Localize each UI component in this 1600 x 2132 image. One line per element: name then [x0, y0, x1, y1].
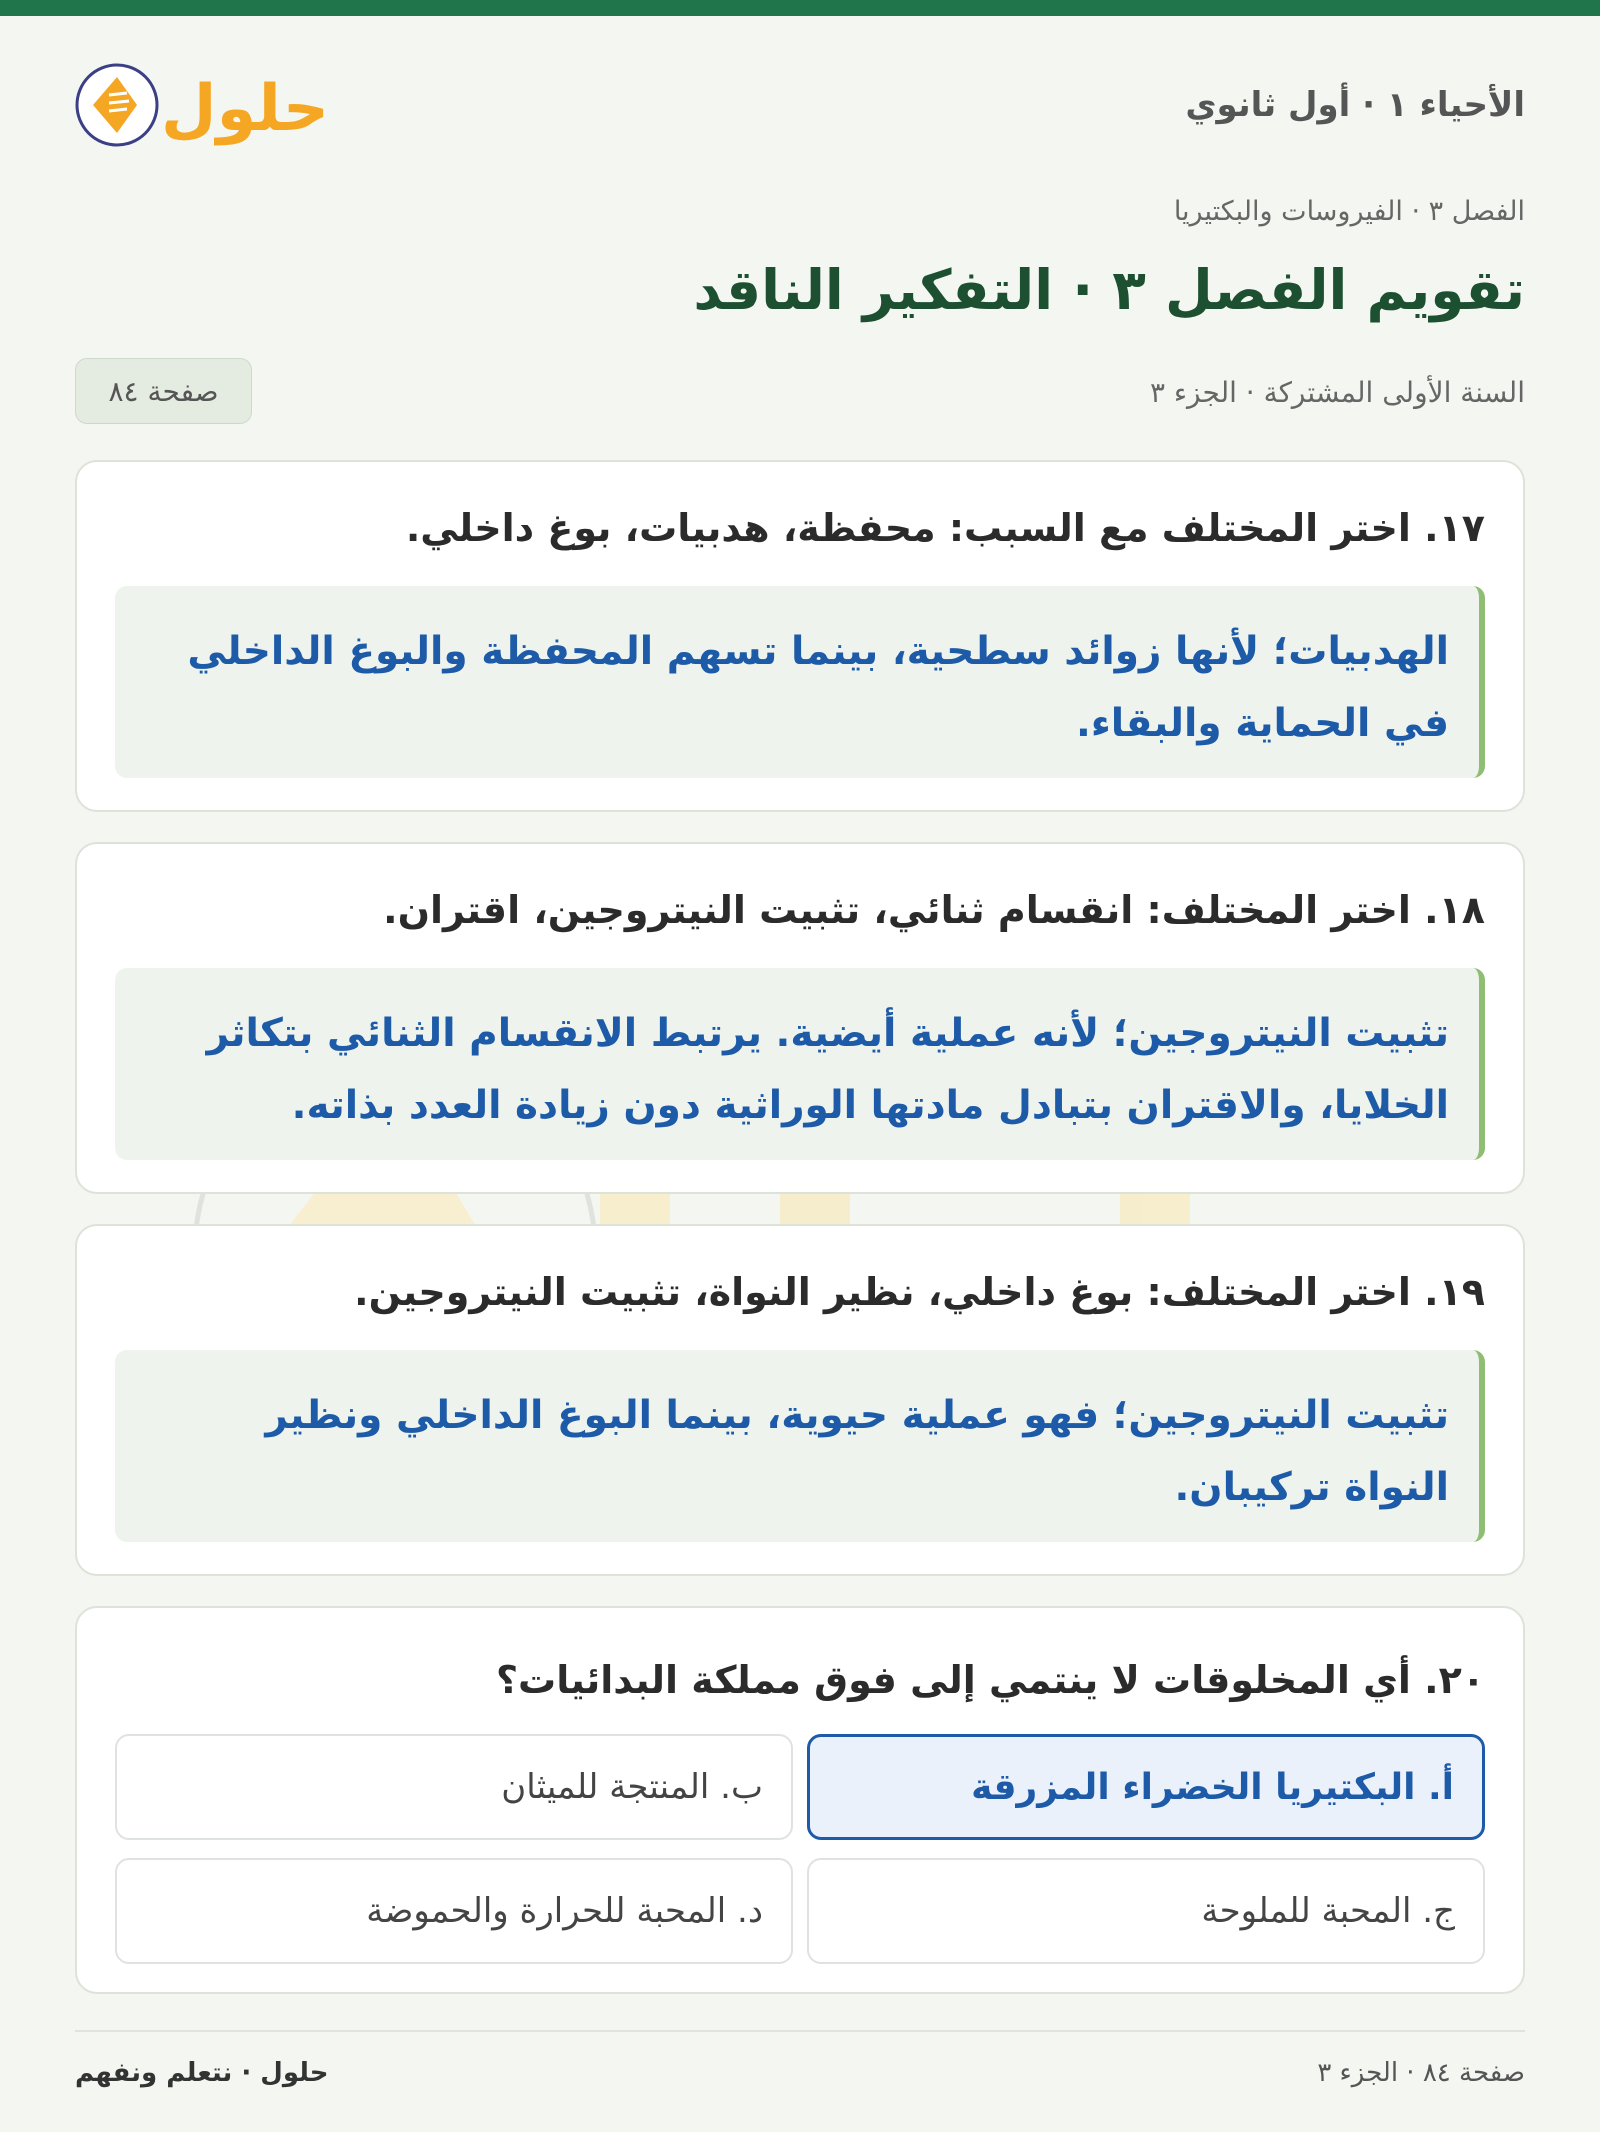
- footer-divider: [75, 2030, 1525, 2032]
- question-text: ١٨. اختر المختلف: انقسام ثنائي، تثبيت النيتروجين، اقتران.: [383, 888, 1485, 932]
- question-card-18: [75, 842, 1525, 1194]
- question-card-17: [75, 460, 1525, 812]
- question-text: ١٧. اختر المختلف مع السبب: محفظة، هدبيات، بوغ داخلي.: [405, 506, 1485, 550]
- subject-label: الأحياء ١ · أول ثانوي: [1185, 85, 1525, 125]
- meta-line: السنة الأولى المشتركة · الجزء ٣: [1149, 376, 1525, 409]
- answer-box: الهدبيات؛ لأنها زوائد سطحية، بينما تسهم المحفظة والبوغ الداخلي في الحماية والبقاء.: [115, 586, 1485, 778]
- option-b[interactable]: ب. المنتجة للميثان: [115, 1734, 793, 1840]
- answer-box: تثبيت النيتروجين؛ لأنه عملية أيضية. يرتبط الانقسام الثنائي بتكاثر الخلايا، والاقتران بتبادل مادتها الوراثية دون زيادة العدد بذاته.: [115, 968, 1485, 1160]
- question-card-19: [75, 1224, 1525, 1576]
- top-accent-bar: [0, 0, 1600, 16]
- answer-box: تثبيت النيتروجين؛ فهو عملية حيوية، بينما البوغ الداخلي ونظير النواة تركيبان.: [115, 1350, 1485, 1542]
- page-badge: صفحة ٨٤: [75, 358, 252, 424]
- chapter-line: الفصل ٣ · الفيروسات والبكتيريا: [1173, 196, 1525, 227]
- logo-wordmark: حلول: [161, 72, 329, 146]
- question-card-20: [75, 1606, 1525, 1994]
- question-text: ٢٠. أي المخلوقات لا ينتمي إلى فوق مملكة البدائيات؟: [496, 1658, 1485, 1702]
- hulul-logo[interactable]: [75, 55, 335, 155]
- option-d[interactable]: د. المحبة للحرارة والحموضة: [115, 1858, 793, 1964]
- footer-page-info: صفحة ٨٤ · الجزء ٣: [1317, 2058, 1525, 2088]
- option-a[interactable]: أ. البكتيريا الخضراء المزرقة: [807, 1734, 1485, 1840]
- option-c[interactable]: ج. المحبة للملوحة: [807, 1858, 1485, 1964]
- question-text: ١٩. اختر المختلف: بوغ داخلي، نظير النواة، تثبيت النيتروجين.: [354, 1270, 1485, 1314]
- page-header: [75, 55, 1525, 155]
- page-title: تقويم الفصل ٣ · التفكير الناقد: [693, 258, 1525, 322]
- footer-brand: حلول · نتعلم ونفهم: [75, 2058, 329, 2088]
